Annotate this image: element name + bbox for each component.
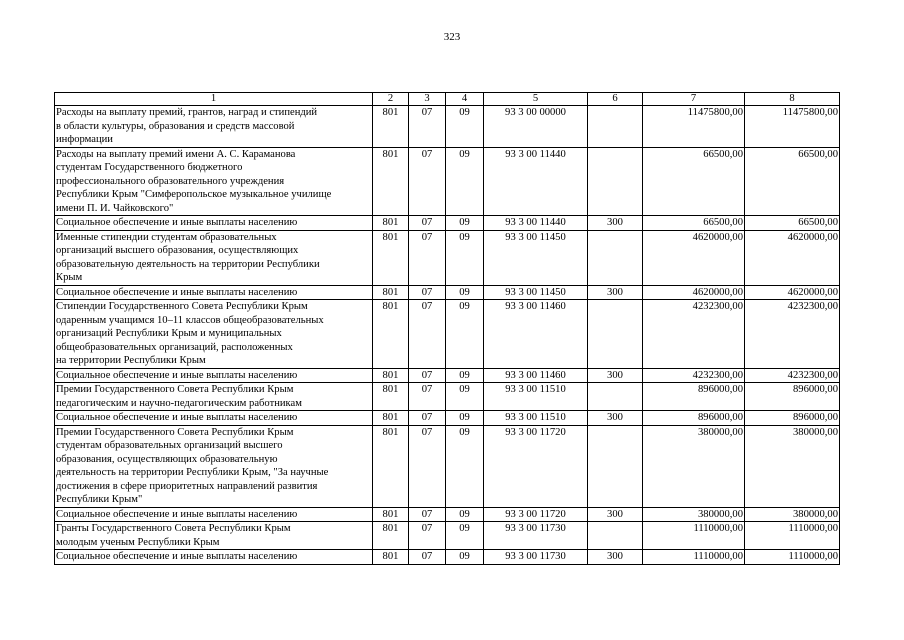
row-description <box>55 550 373 565</box>
ministry-code: 801 <box>373 368 409 383</box>
table-row <box>55 425 840 507</box>
table-row <box>55 285 840 300</box>
section-code: 07 <box>409 230 446 285</box>
subsection-code: 09 <box>446 550 484 565</box>
table-row <box>55 106 840 148</box>
section-code: 07 <box>409 507 446 522</box>
section-code: 07 <box>409 216 446 231</box>
description-line: Крым <box>56 272 83 283</box>
description-line: на территории Республики Крым <box>56 355 206 366</box>
ministry-code: 801 <box>373 230 409 285</box>
amount-col-7: 896000,00 <box>643 411 745 426</box>
table-row <box>55 147 840 216</box>
target-article-code: 93 3 00 11450 <box>484 230 588 285</box>
amount-col-8: 380000,00 <box>745 425 840 507</box>
subsection-code: 09 <box>446 411 484 426</box>
row-description <box>55 425 373 507</box>
expense-type-code <box>588 522 643 550</box>
expense-type-code: 300 <box>588 550 643 565</box>
description-line: Социальное обеспечение и иные выплаты населению <box>56 551 298 562</box>
expense-type-code: 300 <box>588 368 643 383</box>
description-line: молодым ученым Республики Крым <box>56 536 220 548</box>
description-line: Социальное обеспечение и иные выплаты населению <box>56 217 298 228</box>
amount-col-8: 380000,00 <box>745 507 840 522</box>
subsection-code: 09 <box>446 147 484 216</box>
description-line: Премии Государственного Совета Республики Крым <box>56 426 294 438</box>
table-row <box>55 411 840 426</box>
description-line: Расходы на выплату премий имени А. С. Караманова <box>56 148 296 160</box>
header-row <box>55 93 840 106</box>
target-article-code: 93 3 00 11720 <box>484 425 588 507</box>
description-line: деятельность на территории Республики Крым, "За научные <box>56 467 329 478</box>
amount-col-7: 380000,00 <box>643 507 745 522</box>
target-article-code: 93 3 00 11720 <box>484 507 588 522</box>
subsection-code: 09 <box>446 300 484 369</box>
amount-col-8: 4232300,00 <box>745 300 840 369</box>
table-body <box>55 106 840 565</box>
expense-type-code <box>588 147 643 216</box>
column-header: 7 <box>643 93 745 106</box>
row-description <box>55 522 373 550</box>
row-description <box>55 230 373 285</box>
table-row <box>55 383 840 411</box>
target-article-code: 93 3 00 11440 <box>484 147 588 216</box>
table-row <box>55 230 840 285</box>
section-code: 07 <box>409 300 446 369</box>
amount-col-8: 66500,00 <box>745 216 840 231</box>
row-description <box>55 285 373 300</box>
description-line: организаций высшего образования, осуществляющих <box>56 245 299 256</box>
expense-type-code: 300 <box>588 507 643 522</box>
amount-col-7: 66500,00 <box>643 147 745 216</box>
amount-col-8: 11475800,00 <box>745 106 840 148</box>
description-line: Социальное обеспечение и иные выплаты населению <box>56 508 298 520</box>
expense-type-code <box>588 300 643 369</box>
description-line: одаренным учащимся 10–11 классов общеобразовательных <box>56 314 324 326</box>
row-description <box>55 411 373 426</box>
ministry-code: 801 <box>373 285 409 300</box>
section-code: 07 <box>409 550 446 565</box>
amount-col-8: 1110000,00 <box>745 550 840 565</box>
target-article-code: 93 3 00 11460 <box>484 368 588 383</box>
expense-type-code <box>588 425 643 507</box>
section-code: 07 <box>409 522 446 550</box>
ministry-code: 801 <box>373 300 409 369</box>
row-description <box>55 383 373 411</box>
ministry-code: 801 <box>373 522 409 550</box>
table-row <box>55 300 840 369</box>
ministry-code: 801 <box>373 147 409 216</box>
target-article-code: 93 3 00 11460 <box>484 300 588 369</box>
subsection-code: 09 <box>446 216 484 231</box>
row-description <box>55 216 373 231</box>
row-description <box>55 106 373 148</box>
description-line: Социальное обеспечение и иные выплаты населению <box>56 412 298 423</box>
table-row <box>55 507 840 522</box>
amount-col-7: 380000,00 <box>643 425 745 507</box>
amount-col-7: 66500,00 <box>643 216 745 231</box>
column-header: 1 <box>55 93 373 106</box>
description-line: Республики Крым" <box>56 494 143 505</box>
description-line: образовательную деятельность на территории Республики <box>56 258 320 270</box>
description-line: Социальное обеспечение и иные выплаты населению <box>56 369 298 381</box>
subsection-code: 09 <box>446 368 484 383</box>
row-description <box>55 147 373 216</box>
target-article-code: 93 3 00 11440 <box>484 216 588 231</box>
ministry-code: 801 <box>373 383 409 411</box>
description-line: Республики Крым "Симферопольское музыкальное училище <box>56 189 332 200</box>
amount-col-7: 4232300,00 <box>643 300 745 369</box>
amount-col-7: 11475800,00 <box>643 106 745 148</box>
description-line: в области культуры, образования и средств массовой <box>56 120 295 132</box>
amount-col-7: 4232300,00 <box>643 368 745 383</box>
amount-col-7: 1110000,00 <box>643 550 745 565</box>
section-code: 07 <box>409 383 446 411</box>
description-line: имени П. И. Чайковского" <box>56 202 174 214</box>
expense-type-code <box>588 106 643 148</box>
description-line: Расходы на выплату премий, грантов, наград и стипендий <box>56 107 318 118</box>
amount-col-8: 4620000,00 <box>745 285 840 300</box>
subsection-code: 09 <box>446 522 484 550</box>
amount-col-8: 4232300,00 <box>745 368 840 383</box>
column-header: 5 <box>484 93 588 106</box>
row-description <box>55 368 373 383</box>
target-article-code: 93 3 00 11730 <box>484 522 588 550</box>
section-code: 07 <box>409 147 446 216</box>
amount-col-8: 896000,00 <box>745 411 840 426</box>
description-line: профессионального образовательного учреждения <box>56 175 285 187</box>
subsection-code: 09 <box>446 230 484 285</box>
column-header: 4 <box>446 93 484 106</box>
ministry-code: 801 <box>373 507 409 522</box>
description-line: Стипендии Государственного Совета Республики Крым <box>56 301 308 312</box>
table-row <box>55 368 840 383</box>
row-description <box>55 300 373 369</box>
description-line: образования, осуществляющих образовательную <box>56 453 278 465</box>
target-article-code: 93 3 00 11450 <box>484 285 588 300</box>
subsection-code: 09 <box>446 507 484 522</box>
target-article-code: 93 3 00 11510 <box>484 383 588 411</box>
target-article-code: 93 3 00 11730 <box>484 550 588 565</box>
ministry-code: 801 <box>373 550 409 565</box>
row-description <box>55 507 373 522</box>
section-code: 07 <box>409 368 446 383</box>
description-line: студентам образовательных организаций высшего <box>56 440 283 451</box>
expense-type-code <box>588 230 643 285</box>
subsection-code: 09 <box>446 285 484 300</box>
description-line: Социальное обеспечение и иные выплаты населению <box>56 286 298 298</box>
expense-type-code: 300 <box>588 216 643 231</box>
table-row <box>55 216 840 231</box>
column-header: 2 <box>373 93 409 106</box>
description-line: Премии Государственного Совета Республики Крым <box>56 384 294 395</box>
description-line: Гранты Государственного Совета Республики Крым <box>56 523 291 534</box>
description-line: информации <box>56 134 113 145</box>
amount-col-7: 896000,00 <box>643 383 745 411</box>
amount-col-7: 1110000,00 <box>643 522 745 550</box>
budget-table <box>54 92 840 565</box>
description-line: педагогическим и научно-педагогическим работникам <box>56 397 302 409</box>
table-row <box>55 522 840 550</box>
amount-col-8: 4620000,00 <box>745 230 840 285</box>
section-code: 07 <box>409 106 446 148</box>
target-article-code: 93 3 00 11510 <box>484 411 588 426</box>
column-header: 3 <box>409 93 446 106</box>
ministry-code: 801 <box>373 106 409 148</box>
target-article-code: 93 3 00 00000 <box>484 106 588 148</box>
ministry-code: 801 <box>373 425 409 507</box>
ministry-code: 801 <box>373 411 409 426</box>
description-line: достижения в сфере приоритетных направлений развития <box>56 480 318 492</box>
section-code: 07 <box>409 285 446 300</box>
subsection-code: 09 <box>446 106 484 148</box>
description-line: студентам Государственного бюджетного <box>56 162 243 173</box>
amount-col-8: 896000,00 <box>745 383 840 411</box>
amount-col-8: 1110000,00 <box>745 522 840 550</box>
ministry-code: 801 <box>373 216 409 231</box>
subsection-code: 09 <box>446 383 484 411</box>
description-line: организаций Республики Крым и муниципальных <box>56 328 282 339</box>
amount-col-7: 4620000,00 <box>643 285 745 300</box>
expense-type-code: 300 <box>588 411 643 426</box>
expense-type-code: 300 <box>588 285 643 300</box>
amount-col-8: 66500,00 <box>745 147 840 216</box>
column-header: 8 <box>745 93 840 106</box>
amount-col-7: 4620000,00 <box>643 230 745 285</box>
description-line: общеобразовательных организаций, расположенных <box>56 341 293 353</box>
page-number: 323 <box>443 31 461 43</box>
column-header: 6 <box>588 93 643 106</box>
description-line: Именные стипендии студентам образовательных <box>56 231 277 243</box>
table-row <box>55 550 840 565</box>
expense-type-code <box>588 383 643 411</box>
section-code: 07 <box>409 425 446 507</box>
subsection-code: 09 <box>446 425 484 507</box>
section-code: 07 <box>409 411 446 426</box>
